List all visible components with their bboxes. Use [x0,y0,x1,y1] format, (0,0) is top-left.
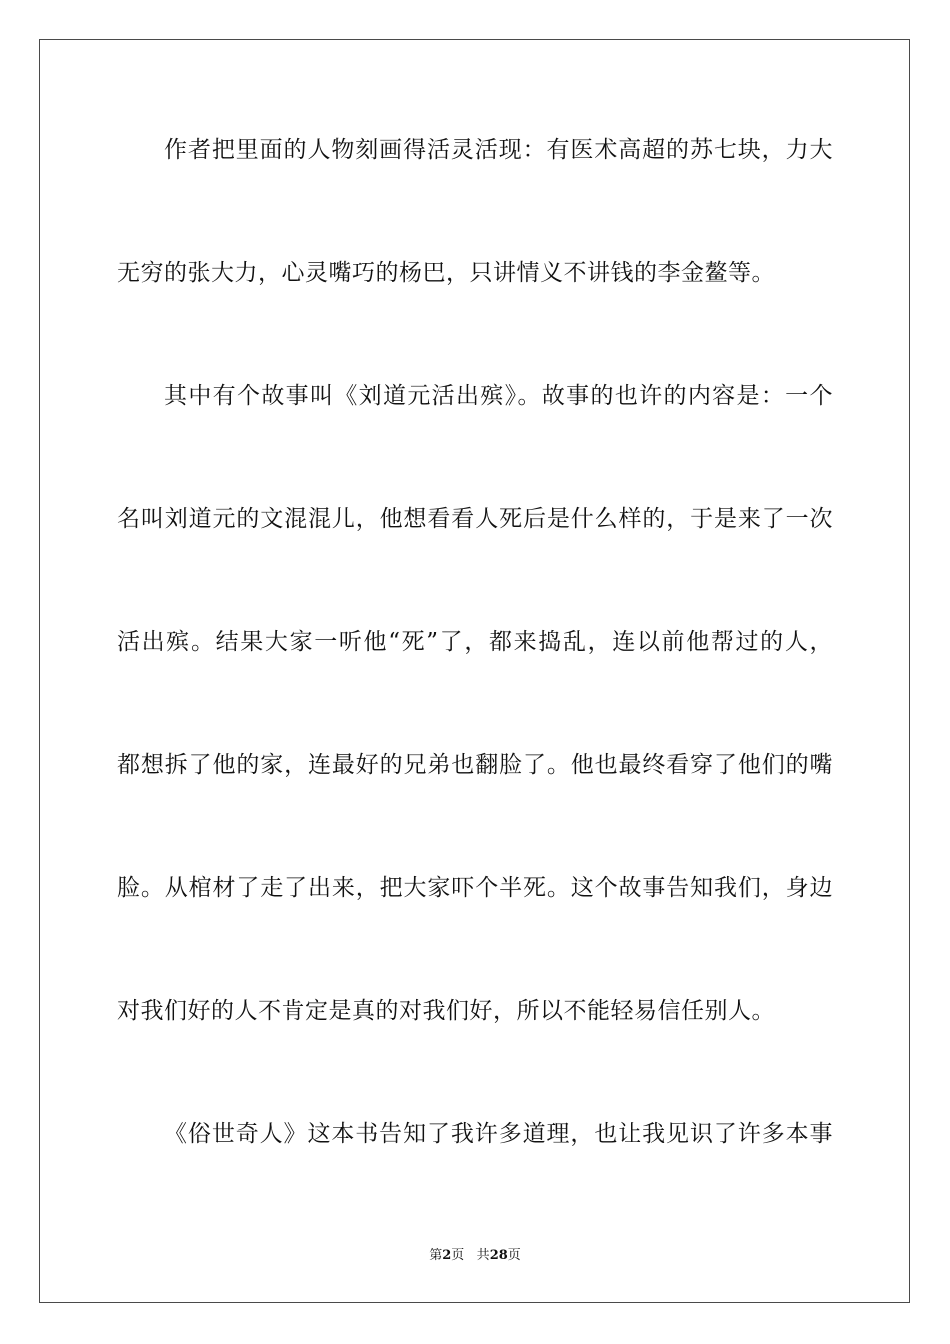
total-suffix: 页 [507,1248,521,1263]
page-footer [0,1244,950,1263]
text-line-6: 都想拆了他的家，连最好的兄弟也翻脸了。他也最终看穿了他们的嘴 [117,752,833,778]
page-prefix: 第 [429,1248,443,1263]
page-suffix: 页 [451,1248,465,1263]
text-line-5: 活出殡。结果大家一听他“死”了，都来捣乱，连以前他帮过的人， [117,629,833,655]
text-line-7: 脸。从棺材了走了出来，把大家吓个半死。这个故事告知我们，身边 [117,875,833,901]
text-line-2: 无穷的张大力，心灵嘴巧的杨巴，只讲情义不讲钱的李金鳌等。 [117,260,775,286]
text-line-1: 作者把里面的人物刻画得活灵活现：有医术高超的苏七块，力大 [164,137,833,163]
text-line-4: 名叫刘道元的文混混儿，他想看看人死后是什么样的，于是来了一次 [117,506,833,532]
text-line-3: 其中有个故事叫《刘道元活出殡》。故事的也许的内容是：一个 [164,383,833,409]
text-line-8: 对我们好的人不肯定是真的对我们好，所以不能轻易信任别人。 [117,998,775,1024]
total-pages: 28 [489,1248,508,1263]
page-number: 2 [442,1248,452,1263]
total-prefix: 共 [476,1248,490,1263]
text-line-9: 《俗世奇人》这本书告知了我许多道理，也让我见识了许多本事 [164,1121,833,1147]
